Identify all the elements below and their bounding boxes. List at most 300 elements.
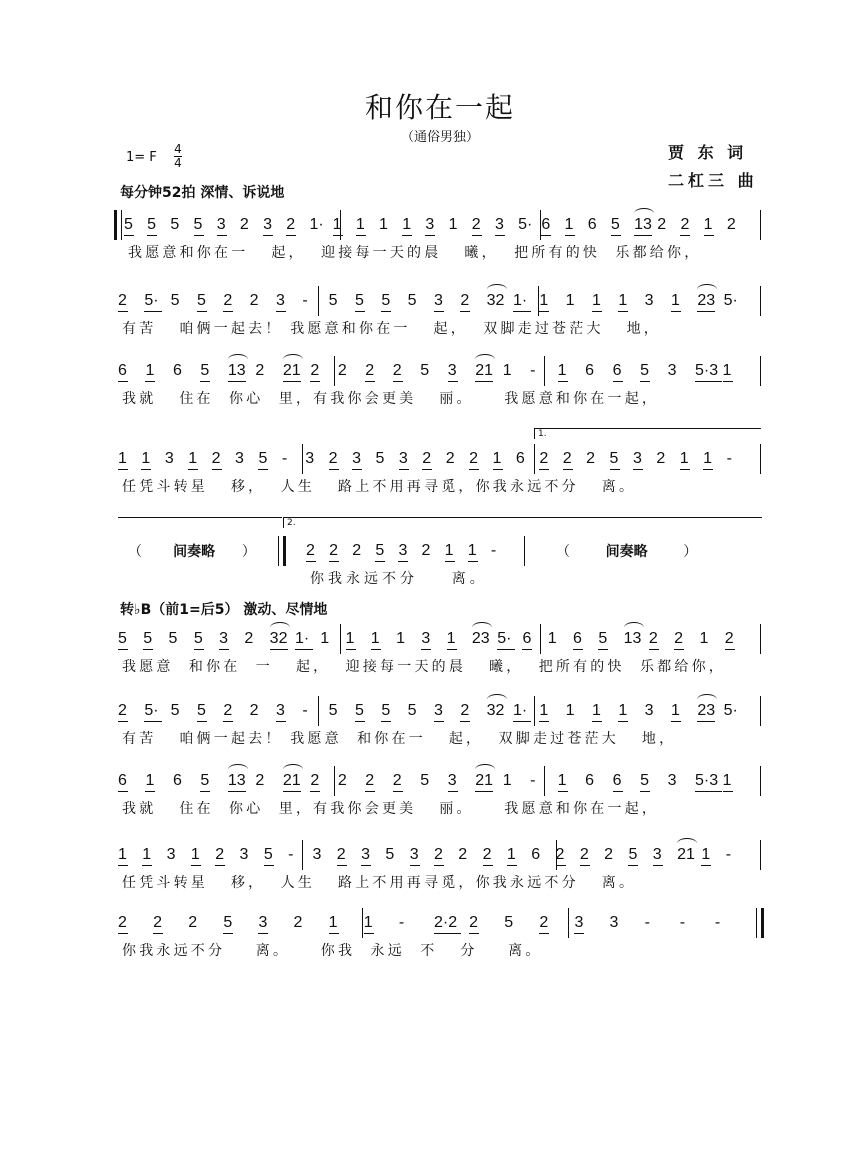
note: 3 <box>263 216 273 233</box>
beam-underline <box>460 721 470 722</box>
slur <box>487 284 507 295</box>
lyric-text: 我就 住在 你心 里，有我你会更美 丽。 我愿意和你在一起， <box>122 801 660 817</box>
beam-underline <box>618 311 628 312</box>
note: 2 <box>336 846 346 863</box>
beam-underline <box>212 469 222 470</box>
notation-row <box>296 532 528 566</box>
note: - <box>398 914 405 931</box>
note: 6 <box>587 216 597 233</box>
barline <box>760 624 761 654</box>
note: 1 <box>722 362 732 379</box>
note: 5 <box>610 216 620 233</box>
note: 1 <box>699 630 709 647</box>
note: 2 <box>460 292 470 309</box>
beam-underline <box>361 865 371 866</box>
note: 3 <box>447 362 457 379</box>
note: 5 <box>143 630 153 647</box>
beam-underline <box>197 311 207 312</box>
volta-bracket-2 <box>283 517 762 528</box>
beam-underline <box>422 469 432 470</box>
volta-label-1: 1. <box>538 429 547 439</box>
beam-underline <box>469 933 479 934</box>
barline <box>534 444 535 474</box>
note: 1 <box>328 914 338 931</box>
beam-underline <box>539 933 549 934</box>
note: - <box>679 914 686 931</box>
beam-underline <box>258 469 268 470</box>
score-system-10 <box>114 904 764 960</box>
barline <box>302 444 303 474</box>
note: - <box>530 362 536 379</box>
note: 1 <box>701 846 711 863</box>
beam-underline <box>563 469 573 470</box>
slur <box>624 622 644 633</box>
lyrics-row <box>114 240 764 262</box>
note: 23 <box>471 630 490 647</box>
beam-underline <box>618 721 628 722</box>
note: 1 <box>118 846 127 863</box>
beam-underline <box>270 649 288 650</box>
beam-underline <box>263 235 273 236</box>
beam-underline <box>228 381 246 382</box>
modulation-marking <box>120 599 327 619</box>
beam-underline <box>223 311 233 312</box>
note: 3 <box>305 450 315 467</box>
volta-label-2: 2. <box>287 518 296 528</box>
note: 3 <box>434 702 443 719</box>
note: 2 <box>329 542 339 559</box>
volta-line-left <box>118 517 282 518</box>
note: 13 <box>634 216 652 233</box>
note: - <box>530 772 536 789</box>
note: 1 <box>679 450 689 467</box>
song-subtitle: （通俗男独） <box>400 130 479 145</box>
note: 5· <box>144 292 159 309</box>
slur <box>475 354 495 365</box>
note: 5 <box>504 914 514 931</box>
beam-underline <box>356 235 366 236</box>
note: 5 <box>407 702 417 719</box>
note: 1 <box>363 914 373 931</box>
note: 5 <box>118 630 127 647</box>
note: 2 <box>118 914 127 931</box>
interlude-label-1: 间奏略 <box>173 544 216 560</box>
beam-underline <box>200 791 210 792</box>
slur <box>697 694 717 705</box>
barline <box>340 624 341 654</box>
barline <box>340 210 341 240</box>
beam-underline <box>434 933 461 934</box>
lyrics-row <box>114 474 764 496</box>
beam-underline <box>365 381 375 382</box>
modulation-prefix: 转 <box>120 602 134 618</box>
score-system-9 <box>114 836 764 892</box>
note: 5 <box>375 542 385 559</box>
note: 1 <box>396 630 405 647</box>
slur <box>228 354 248 365</box>
note: 2 <box>153 914 163 931</box>
beam-underline <box>469 469 479 470</box>
note: 2 <box>328 450 338 467</box>
beam-underline <box>725 649 735 650</box>
time-denominator: 4 <box>174 156 182 170</box>
note: 6 <box>585 772 595 789</box>
note: 2 <box>724 630 734 647</box>
note: 13 <box>227 362 246 379</box>
beam-underline <box>410 865 420 866</box>
beam-underline <box>497 649 515 650</box>
barline <box>524 536 525 566</box>
note: 1 <box>557 362 567 379</box>
beam-underline <box>558 381 568 382</box>
barline <box>334 356 335 386</box>
beam-underline <box>215 865 225 866</box>
beam-underline <box>680 469 690 470</box>
note: 3 <box>276 292 285 309</box>
beam-underline <box>598 649 608 650</box>
interlude-2: （ 间奏略 ） <box>556 544 698 560</box>
note: 3 <box>644 702 654 719</box>
note: 1 <box>370 630 380 647</box>
beam-underline <box>460 311 470 312</box>
note: 5 <box>640 772 649 789</box>
note: 1 <box>492 450 502 467</box>
note: 3 <box>219 630 229 647</box>
note: 2 <box>223 292 233 309</box>
note: 2 <box>471 216 481 233</box>
beam-underline <box>144 311 162 312</box>
beam-underline <box>197 721 207 722</box>
beam-underline <box>142 865 152 866</box>
note: 1 <box>539 702 549 719</box>
beam-underline <box>703 469 713 470</box>
beam-underline <box>539 311 549 312</box>
interlude-1: （ 间奏略 ） <box>128 544 256 560</box>
beam-underline <box>355 721 365 722</box>
note: 1 <box>618 292 628 309</box>
note: 13 <box>227 772 246 789</box>
note: 6 <box>612 772 622 789</box>
beam-underline <box>329 933 339 934</box>
lyric-text: 我愿意 和你在 一 起， 迎接每一天的晨 曦， 把所有的快 乐都给你， <box>122 659 727 675</box>
note: 21 <box>677 846 695 863</box>
barline <box>302 840 303 870</box>
beam-underline <box>144 721 162 722</box>
note: 1 <box>502 362 512 379</box>
note: 2 <box>337 362 347 379</box>
note: 5 <box>420 362 430 379</box>
note: 1 <box>188 450 198 467</box>
beam-underline <box>513 311 531 312</box>
beam-underline <box>671 311 681 312</box>
note: 1 <box>502 772 512 789</box>
note: 2 <box>539 914 549 931</box>
note: 2 <box>352 542 362 559</box>
note: 5 <box>355 292 364 309</box>
beam-underline <box>613 791 623 792</box>
beam-underline <box>434 865 444 866</box>
beam-underline <box>425 235 435 236</box>
note: 1 <box>118 450 127 467</box>
notation-row <box>114 620 764 654</box>
beam-underline <box>495 235 505 236</box>
barline <box>556 840 557 870</box>
barline <box>544 766 545 796</box>
barline <box>334 766 335 796</box>
beam-underline <box>649 649 659 650</box>
barline <box>318 286 319 316</box>
notation-row <box>114 836 764 870</box>
beam-underline <box>434 721 444 722</box>
beam-underline <box>228 791 246 792</box>
note: 2 <box>434 846 443 863</box>
beam-underline <box>333 235 343 236</box>
note: 1 <box>190 846 200 863</box>
note: 21 <box>475 772 493 789</box>
lyrics-row <box>114 796 764 818</box>
note: 2 <box>244 630 254 647</box>
barline <box>760 696 761 726</box>
beam-underline <box>124 235 134 236</box>
final-barline <box>756 908 764 938</box>
key-signature: 1= F <box>126 150 157 165</box>
beam-underline <box>468 561 478 562</box>
note: 5 <box>170 292 180 309</box>
notation-row <box>114 440 764 474</box>
beam-underline <box>541 235 551 236</box>
beam-underline <box>513 721 531 722</box>
beam-underline <box>352 469 362 470</box>
beam-underline <box>223 721 233 722</box>
lyric-text: 有苦 咱俩一起去！ 我愿意和你在一 起， 双脚走过苍茫大 地， <box>122 321 662 337</box>
note: 2 <box>223 702 233 719</box>
barline <box>760 444 761 474</box>
note: 1 <box>618 702 628 719</box>
lyric-text: 任凭斗转星 移， 人生 路上不用再寻觅，你我永远不分 离。 <box>122 875 637 891</box>
note: 2 <box>249 702 259 719</box>
barline <box>540 210 541 240</box>
beam-underline <box>640 381 650 382</box>
note: 6 <box>573 630 582 647</box>
note: 2 <box>255 362 265 379</box>
beam-underline <box>194 649 204 650</box>
score-system-5 <box>296 532 528 588</box>
note: 2 <box>657 216 667 233</box>
note: 2 <box>674 630 684 647</box>
score-system-4 <box>114 440 764 496</box>
note: 2 <box>337 772 347 789</box>
beam-underline <box>674 649 684 650</box>
beam-underline <box>448 381 458 382</box>
beam-underline <box>695 381 722 382</box>
beam-underline <box>365 791 375 792</box>
time-signature <box>174 143 182 170</box>
repeat-start-barline <box>114 210 122 240</box>
beam-underline <box>310 381 320 382</box>
note: 5· <box>144 702 159 719</box>
note: 6 <box>515 450 525 467</box>
note: - <box>288 846 294 863</box>
note: 3 <box>164 450 174 467</box>
beam-underline <box>118 791 128 792</box>
note: 5 <box>197 292 206 309</box>
note: 2 <box>656 450 666 467</box>
note: 2 <box>215 846 225 863</box>
note: 6 <box>118 772 127 789</box>
tempo-marking: 每分钟52拍 深情、诉说地 <box>120 185 285 201</box>
beam-underline <box>475 791 493 792</box>
note: 3 <box>434 292 443 309</box>
beam-underline <box>723 791 733 792</box>
beam-underline <box>610 469 620 470</box>
lyric-text: 任凭斗转星 移， 人生 路上不用再寻觅，你我永远不分 离。 <box>122 479 637 495</box>
note: 2 <box>392 362 402 379</box>
barline <box>760 356 761 386</box>
beam-underline <box>483 865 493 866</box>
note: 5 <box>328 292 338 309</box>
note: 6 <box>522 630 532 647</box>
note: 21 <box>282 772 301 789</box>
note: 1 <box>379 216 388 233</box>
note: 5 <box>328 702 338 719</box>
time-numerator: 4 <box>174 142 182 156</box>
note: 6 <box>541 216 551 233</box>
note: 3 <box>447 772 457 789</box>
note: 2 <box>365 362 375 379</box>
lyrics-row <box>114 870 764 892</box>
note: 3 <box>235 450 244 467</box>
note: 5 <box>609 450 619 467</box>
slur <box>270 622 290 633</box>
note: 32 <box>486 702 505 719</box>
note: 1 <box>141 450 151 467</box>
beam-underline <box>283 381 301 382</box>
note: 2 <box>306 542 315 559</box>
beam-underline <box>701 865 711 866</box>
lyrics-row <box>296 566 528 588</box>
slur <box>697 284 717 295</box>
beam-underline <box>611 235 621 236</box>
note: 1 <box>320 630 330 647</box>
note: 5 <box>385 846 395 863</box>
beam-underline <box>118 933 128 934</box>
beam-underline <box>381 311 391 312</box>
beam-underline <box>381 721 391 722</box>
beam-underline <box>522 649 532 650</box>
note: 1 <box>506 846 516 863</box>
score-system-3 <box>114 352 764 408</box>
beam-underline <box>704 235 714 236</box>
note: 5 <box>168 630 178 647</box>
lyricist-credit: 贾 东 词 <box>668 143 748 162</box>
note: 2 <box>482 846 492 863</box>
beam-underline <box>295 649 313 650</box>
lyric-text: 我就 住在 你心 里，有我你会更美 丽。 我愿意和你在一起， <box>122 391 660 407</box>
note: - <box>302 292 308 309</box>
note: - <box>725 846 732 863</box>
note: 23 <box>697 292 716 309</box>
note: - <box>302 702 308 719</box>
note: 1 <box>564 216 574 233</box>
score-system-7 <box>114 692 764 748</box>
note: 1 <box>565 702 575 719</box>
note: - <box>726 450 732 467</box>
note: - <box>490 542 497 559</box>
note: 3 <box>276 702 285 719</box>
beam-underline <box>118 469 128 470</box>
score-system-1 <box>114 206 764 262</box>
lyric-text: 有苦 咱俩一起去！ 我愿意 和你在一 起， 双脚走过苍茫大 地， <box>122 731 677 747</box>
barline <box>544 356 545 386</box>
score-system-6 <box>114 620 764 676</box>
note: 3 <box>632 450 642 467</box>
note: 21 <box>282 362 301 379</box>
note: 21 <box>475 362 493 379</box>
beam-underline <box>592 311 602 312</box>
note: 5 <box>598 630 608 647</box>
beam-underline <box>371 649 381 650</box>
note: 2 <box>648 630 658 647</box>
note: - <box>644 914 650 931</box>
barline <box>318 696 319 726</box>
slur <box>283 764 303 775</box>
note: 13 <box>623 630 642 647</box>
beam-underline <box>592 721 602 722</box>
beam-underline <box>147 235 157 236</box>
note: 2 <box>460 702 470 719</box>
note: 3 <box>398 450 408 467</box>
note: 3 <box>667 772 677 789</box>
note: 5 <box>381 702 391 719</box>
lyric-text: 你我永远不分 离。 <box>310 571 488 587</box>
note: 5 <box>193 630 203 647</box>
beam-underline <box>398 561 408 562</box>
note: 2 <box>365 772 375 789</box>
beam-underline <box>448 791 458 792</box>
beam-underline <box>329 469 339 470</box>
barline <box>534 696 535 726</box>
note: 3 <box>239 846 249 863</box>
note: 5 <box>258 450 268 467</box>
beam-underline <box>194 235 204 236</box>
score-system-8 <box>114 762 764 818</box>
note: 1 <box>446 630 456 647</box>
beam-underline <box>375 561 385 562</box>
beam-underline <box>310 791 320 792</box>
notation-row <box>114 352 764 386</box>
note: 2·2 <box>434 914 458 931</box>
beam-underline <box>723 381 733 382</box>
beam-underline <box>565 235 575 236</box>
interlude-label-2: 间奏略 <box>605 544 648 560</box>
note: 2 <box>211 450 221 467</box>
note: 1 <box>592 702 601 719</box>
note: 1· <box>513 292 528 309</box>
note: - <box>714 914 721 931</box>
note: 1· <box>309 216 324 233</box>
note: 6 <box>118 362 127 379</box>
note: 2 <box>469 914 479 931</box>
note: 5 <box>200 362 210 379</box>
note: 1 <box>703 216 713 233</box>
note: 5 <box>200 772 210 789</box>
note: 5· <box>518 216 533 233</box>
slur <box>475 764 495 775</box>
note: 1 <box>345 630 355 647</box>
score-system-2 <box>114 282 764 338</box>
slur <box>487 694 507 705</box>
note: 3 <box>494 216 504 233</box>
